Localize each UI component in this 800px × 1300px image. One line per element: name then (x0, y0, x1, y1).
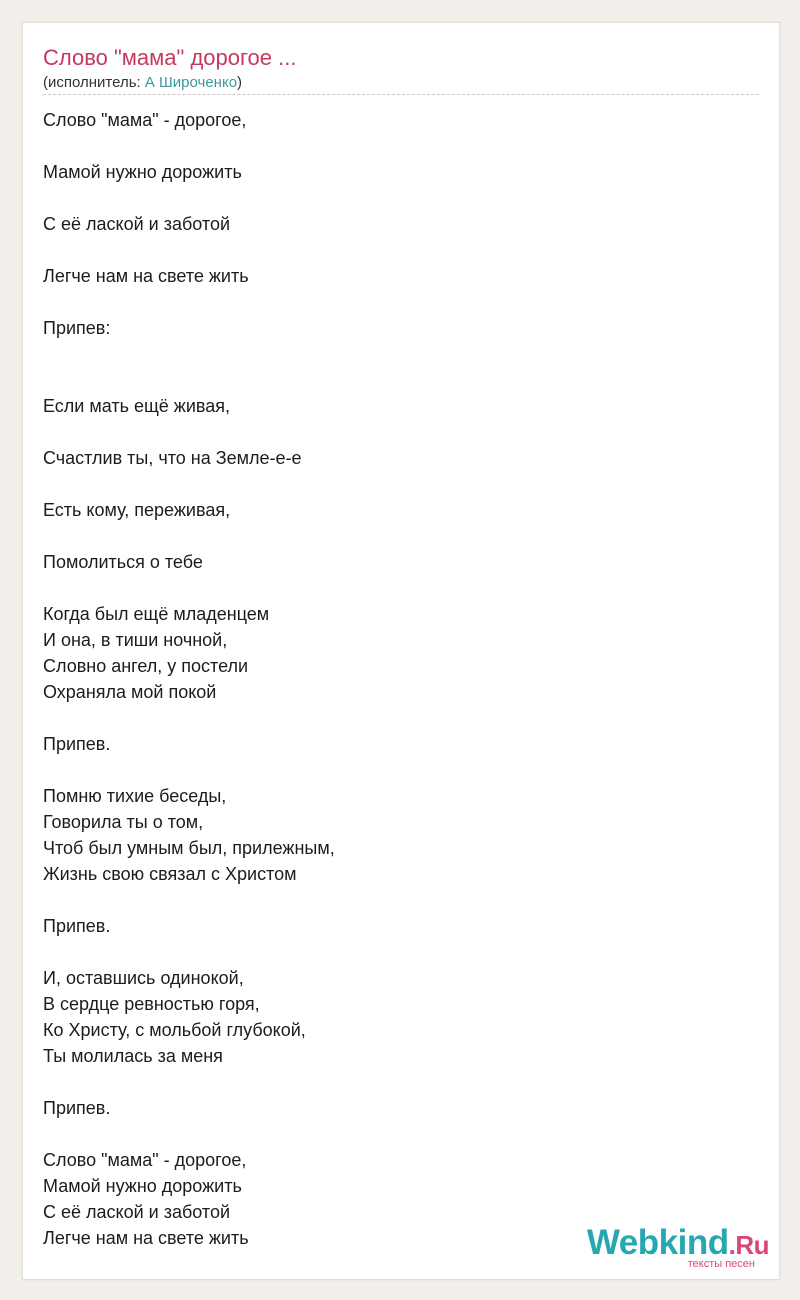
logo-tagline: тексты песен (687, 1258, 755, 1270)
logo-tld: .Ru (728, 1230, 769, 1260)
site-logo[interactable] (571, 1223, 771, 1269)
logo-name: Webkind (586, 1223, 729, 1262)
lyrics-card (22, 22, 780, 1280)
lyrics-text: Слово "мама" - дорогое, Мамой нужно дорожить С её лаской и заботой Легче нам на свете жить Припев: Если мать ещё живая, Счастлив ты, что на Земле-е-е Есть кому, переживая, Помолиться о тебе Когда был ещё младенцем И она, в тиши ночной, Словно ангел, у постели Охраняла мой покой Припев. Помню тихие беседы, Говорила ты о том, Чтоб был умным был, прилежным, Жизнь свою связал с Христом Припев. И, оставшись одинокой, В сердце ревностью горя, Ко Христу, с мольбой глубокой, Ты молилась за меня Припев. Слово "мама" - дорогое, Мамой нужно дорожить С её лаской и заботой Легче нам на свете жить (43, 110, 335, 1248)
artist-link[interactable]: А Широченко (144, 74, 238, 91)
title-divider (43, 94, 759, 95)
artist-suffix: ) (237, 74, 243, 91)
artist-line (43, 74, 242, 91)
song-title: Слово "мама" дорогое ... (43, 45, 297, 70)
artist-prefix: (исполнитель: (43, 74, 145, 91)
